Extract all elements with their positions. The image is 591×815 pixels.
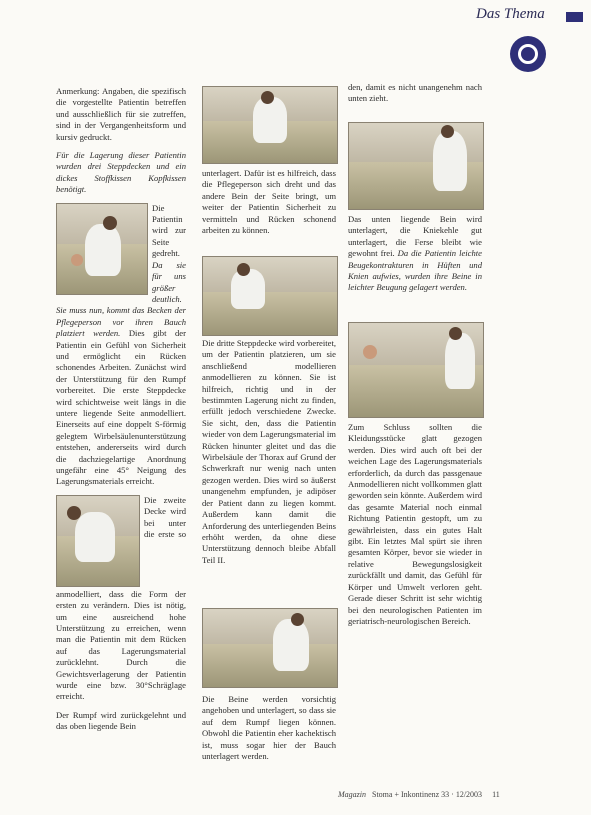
- photo-lower-leg: [348, 122, 484, 210]
- column-3-bottom: [348, 422, 482, 634]
- photo-third-blanket: [202, 256, 338, 336]
- body-paragraph: Das unten liegende Bein wird unterlagert, die Kniekehle gut unterlagert, die Ferse bleibt wie gewohnt frei. Da die Patientin leichte Beugekontrakturen in Hüften und Knien aufwies, wurden ihre Beine in leichter Beugung gelagert werden.: [348, 214, 482, 293]
- column-2-bottom: [202, 694, 336, 769]
- photo-leg-support: [202, 86, 338, 164]
- body-paragraph: Der Rumpf wird zurückgelehnt und das oben liegende Bein: [56, 709, 186, 732]
- column-2-middle: [202, 338, 336, 573]
- body-paragraph: Die Patientin wird zur Seite gedreht. Da sie für uns größer deutlich. Sie muss nun, kommt das Becken der Pflegeperson vor ihren Bauch platziert werden. Dies gibt der Patientin ein Gefühl von Sicherheit und ermöglicht ein Rücken schonendes Arbeiten. Zunächst wird der Unterstützung für den Rumpf vorbereitet. Die erste Steppdecke wird schichtweise weit längs in die untere liegende Seite anmodelliert. Einerseits auf eine doppelt S-förmig gelegtem Wirbelsäulenunterstützung entstehen, andererseits wird durch die dachziegelartige Anordnung ungefähr eine 45° Neigung des Lagerungsmaterials erreicht.: [56, 202, 186, 487]
- column-3-middle: [348, 214, 482, 301]
- italic-paragraph: Für die Lagerung dieser Patientin wurden drei Steppdecken und ein dickes Stoffkissen Kopfkissen benötigt.: [56, 150, 186, 195]
- body-paragraph: Die zweite Decke wird bei unter die erste so anmodelliert, dass die Form der ersten zu verändern. Dies ist nötig, um eine ausreichend hohe Unterstützung zu erreichen, wenn man die Patientin mit dem Rücken auf das Lagerungsmaterial zurücklehnt. Durch die Gewichtsverlagerung der Patientin wurde eine bzw. 30°Schräglage erreicht.: [56, 494, 186, 702]
- footer-magazine: Magazin: [338, 790, 366, 799]
- section-title: Das Thema: [476, 6, 545, 22]
- photo-turning-patient: [56, 203, 148, 295]
- page-footer: [338, 790, 500, 799]
- body-paragraph: Die Beine werden vorsichtig angehoben und unterlagert, so dass sie auf dem Rumpf liegen können. Obwohl die Patientin eher kachektisch ist, muss sogar hier der Bauch unterlagert werden.: [202, 694, 336, 762]
- photo-second-blanket: [56, 495, 140, 587]
- note-paragraph: Anmerkung: Angaben, die spezifisch die vorgestellte Patientin betreffen und ausschließlich für sie zutreffen, sind in der Vergangenheitsform und kursiv gedruckt.: [56, 86, 186, 142]
- body-paragraph: Zum Schluss sollten die Kleidungsstücke glatt gezogen werden. Dies wird auch oft bei der weichen Lage des Lagerungsmaterials erforderlich, da durch das passgenaue Anmodellieren nicht vollkommen glatt geworden sein könnte. Außerdem wird das gesamte Material noch einmal Richtung Patientin gestopft, um zu gewährleisten, dass ein gutes Halt gibt. Ein letztes Mal spürt sie ihren gesamten Körper, bevor sie wieder in relative Bewegungslosigkeit zurückfällt und damit, das Gefühl für Körper und Umwelt verloren geht. Gerade dieser Schritt ist sehr wichtig bei den neurologischen Patienten im geriatrisch-neurologischen Bereich.: [348, 422, 482, 626]
- column-2-top: [202, 168, 336, 243]
- photo-final-position: [348, 322, 484, 418]
- footer-issue: Stoma + Inkontinenz 33 · 12/2003: [372, 790, 483, 799]
- column-3-top: [348, 82, 482, 112]
- column-1: [56, 86, 186, 740]
- photo-leg-lifting: [202, 608, 338, 688]
- body-paragraph: den, damit es nicht unangenehm nach unten zieht.: [348, 82, 482, 104]
- magazine-logo: [510, 36, 546, 72]
- page-number: 11: [492, 790, 500, 799]
- body-paragraph: Die dritte Steppdecke wird vorbereitet, um der Patientin platzieren, um sie anschließend modellieren anmodellieren zu können. Sie ist hilfreich, richtig und in der bestimmten Lagerung nicht zu finden, erfüllt jedoch verschiedene Zwecke. Sie sicht, den, dass die Patientin wieder von dem Lagerungsmaterial im Rücken hinunter gleitet und das die Wirbelsäule der Thorax auf Grund der Schwerkraft nur wenig nach unten gezogen werden. Dies wird so äußerst unangenehm empfunden, je adipöser der Patient dann zu liegen kommt. Außerdem kann damit die Anforderung des unterliegenden Beins erhöht werden, da ohne diese Unterstützung dennoch bleibe Abfall Teil II.: [202, 338, 336, 565]
- body-paragraph: unterlagert. Dafür ist es hilfreich, dass die Pflegeperson sich dreht und das andere Bein der Seite bringt, um weiter der Patientin Sicherheit zu vermitteln und Rücken schonend arbeiten zu können.: [202, 168, 336, 236]
- section-color-bar: [566, 12, 583, 22]
